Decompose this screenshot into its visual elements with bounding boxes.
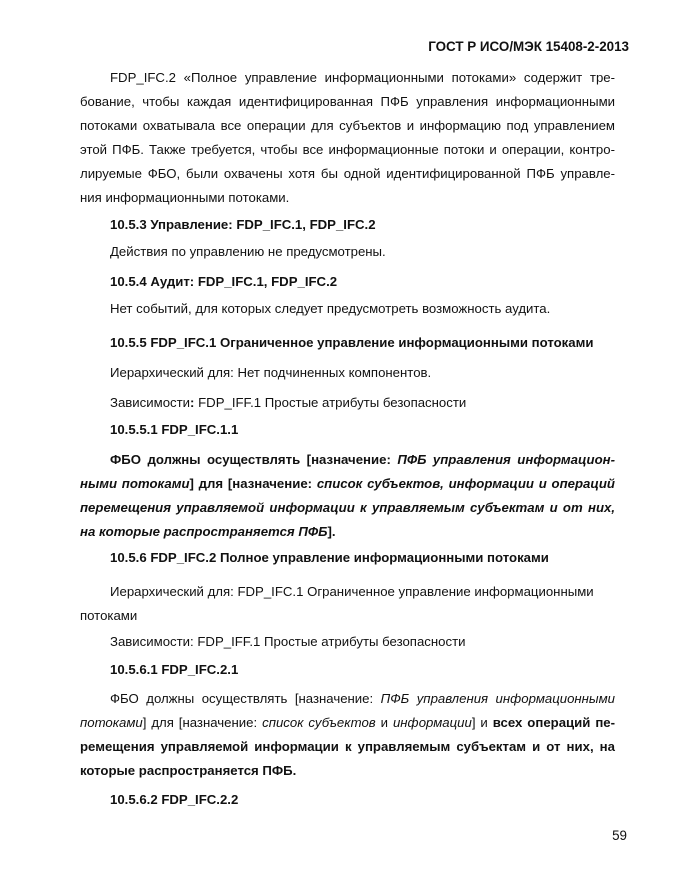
hierarchy-text: Иерархический для: FDP_IFC.1 Ограниченное управление информационными bbox=[110, 584, 594, 599]
requirement-line: ремещения управляемой информации к управляемым субъектам и от них, на bbox=[80, 739, 615, 754]
subsection-heading: 10.5.6.2 FDP_IFC.2.2 bbox=[110, 792, 239, 807]
requirement-line: перемещения управляемой информации к управляемым субъектам и от них, bbox=[80, 500, 615, 515]
hierarchy-text: потоками bbox=[80, 608, 138, 623]
page-number: 59 bbox=[612, 828, 627, 843]
section-heading: 10.5.4 Аудит: FDP_IFC.1, FDP_IFC.2 bbox=[110, 274, 338, 289]
dependencies-label: Зависимости bbox=[110, 395, 191, 410]
paragraph-line: FDP_IFC.2 «Полное управление информационными потоками» содержит тре- bbox=[110, 70, 615, 85]
paragraph-line: лируемые ФБО, были охвачены хотя бы одной идентифицированной ПФБ управле- bbox=[80, 166, 615, 181]
dependencies-text bbox=[110, 391, 615, 415]
hierarchy-text: Иерархический для: Нет подчиненных компонентов. bbox=[110, 365, 432, 380]
document-header: ГОСТ Р ИСО/МЭК 15408-2-2013 bbox=[428, 39, 629, 54]
requirement-line: ФБО должны осуществлять [назначение: ПФБ управления информацион- bbox=[110, 452, 615, 467]
dependencies-text: Зависимости: FDP_IFF.1 Простые атрибуты безопасности bbox=[110, 634, 466, 649]
requirement-line: которые распространяется ПФБ. bbox=[80, 763, 297, 778]
paragraph-line: бование, чтобы каждая идентифицированная ПФБ управления информационными bbox=[80, 94, 615, 109]
section-heading: 10.5.3 Управление: FDP_IFC.1, FDP_IFC.2 bbox=[110, 217, 376, 232]
paragraph-line: этой ПФБ. Также требуется, чтобы все информационные потоки и операции, контро- bbox=[80, 142, 615, 157]
section-text: Нет событий, для которых следует предусмотреть возможность аудита. bbox=[110, 301, 551, 316]
section-heading: 10.5.6 FDP_IFC.2 Полное управление информационными потоками bbox=[110, 550, 549, 565]
dependencies-value: FDP_IFF.1 Простые атрибуты безопасности bbox=[194, 395, 467, 410]
paragraph-line: потоками охватывала все операции для субъектов и информацию под управлением bbox=[80, 118, 615, 133]
subsection-heading: 10.5.5.1 FDP_IFC.1.1 bbox=[110, 422, 239, 437]
section-heading: 10.5.5 FDP_IFC.1 Ограниченное управление информационными потоками bbox=[110, 335, 594, 350]
section-text: Действия по управлению не предусмотрены. bbox=[110, 244, 386, 259]
paragraph-line: ния информационными потоками. bbox=[80, 190, 290, 205]
requirement-line: ными потоками] для [назначение: список субъектов, информации и операций bbox=[80, 476, 615, 491]
subsection-heading: 10.5.6.1 FDP_IFC.2.1 bbox=[110, 662, 239, 677]
requirement-line: на которые распространяется ПФБ]. bbox=[80, 524, 336, 539]
dependencies-colon: : bbox=[190, 395, 195, 410]
requirement-line: потоками] для [назначение: список субъектов и информации] и всех операций пе- bbox=[80, 715, 616, 730]
requirement-line: ФБО должны осуществлять [назначение: ПФБ управления информационными bbox=[110, 691, 615, 706]
